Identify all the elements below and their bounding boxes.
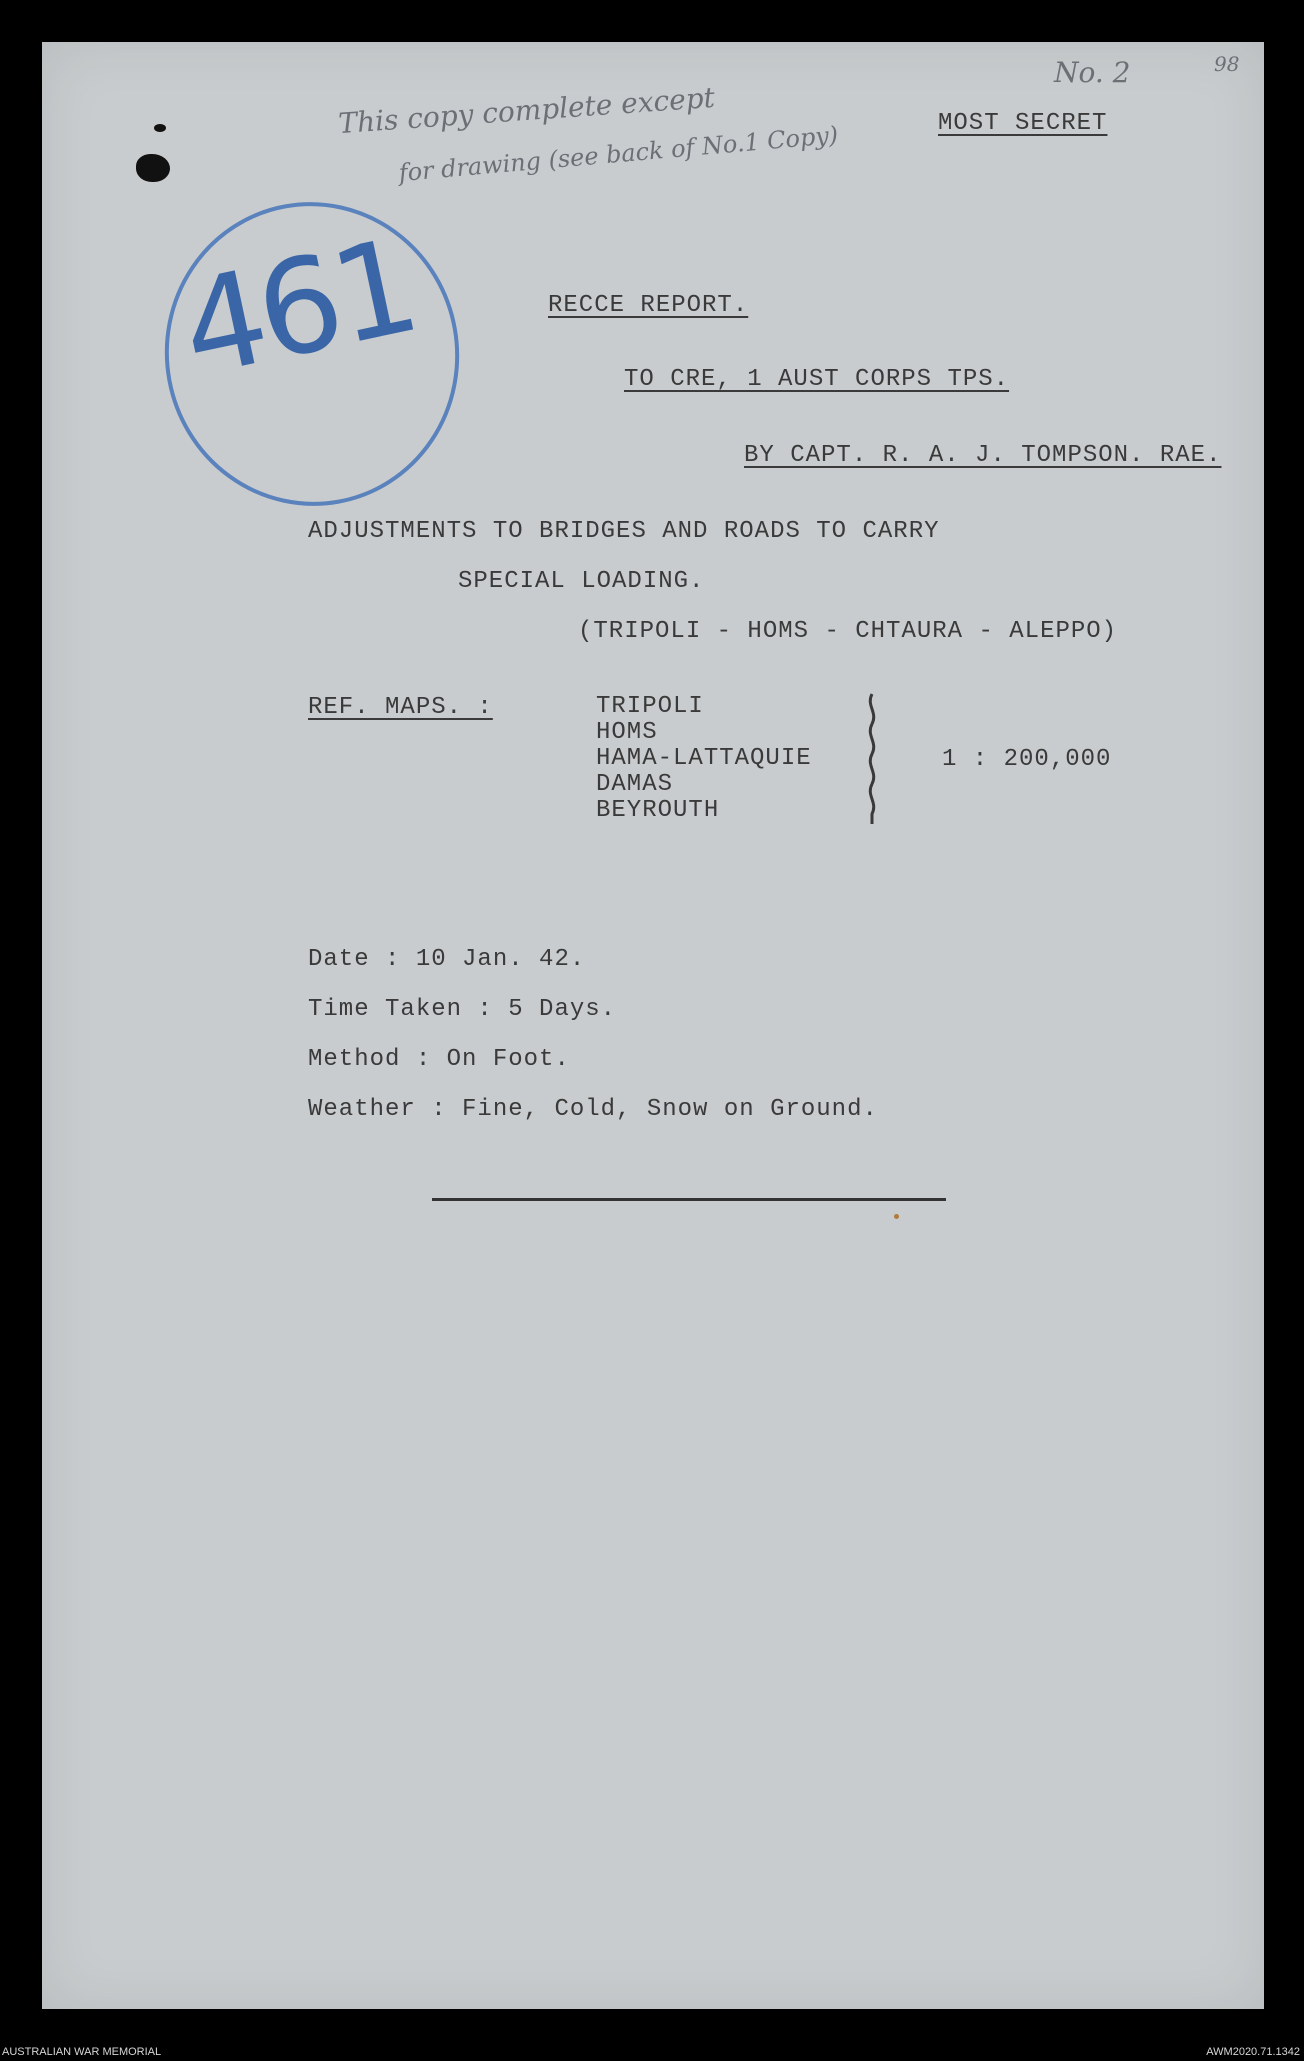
classification: MOST SECRET	[938, 110, 1108, 137]
handwritten-note-line2: for drawing (see back of No.1 Copy)	[397, 120, 840, 188]
divider-line	[432, 1198, 946, 1201]
ref-map-item: TRIPOLI	[596, 693, 704, 720]
ref-map-item: HAMA-LATTAQUIE	[596, 745, 812, 772]
method: Method : On Foot.	[308, 1046, 570, 1073]
subject-line3: (TRIPOLI - HOMS - CHTAURA - ALEPPO)	[578, 618, 1118, 645]
brace-bracket	[864, 692, 880, 826]
archive-reference: AWM2020.71.1342	[1206, 2046, 1300, 2058]
ref-map-item: BEYROUTH	[596, 797, 720, 824]
punch-hole-mark	[154, 124, 166, 132]
circled-number: 461	[168, 209, 426, 407]
handwritten-note-line1: This copy complete except	[337, 80, 716, 141]
report-to: TO CRE, 1 AUST CORPS TPS.	[624, 366, 1010, 393]
map-scale: 1 : 200,000	[942, 746, 1112, 773]
copy-number: No. 2	[1054, 56, 1131, 89]
time-taken: Time Taken : 5 Days.	[308, 996, 617, 1023]
ink-spot	[894, 1214, 899, 1219]
page-number: 98	[1214, 52, 1240, 76]
weather: Weather : Fine, Cold, Snow on Ground.	[308, 1096, 878, 1123]
ref-maps-list	[596, 694, 812, 824]
subject-line1: ADJUSTMENTS TO BRIDGES AND ROADS TO CARRY	[308, 518, 940, 545]
punch-hole	[136, 154, 170, 182]
ref-maps-label: REF. MAPS. :	[308, 694, 493, 721]
report-date: Date : 10 Jan. 42.	[308, 946, 586, 973]
subject-line2: SPECIAL LOADING.	[458, 568, 705, 595]
ref-map-item: HOMS	[596, 719, 658, 746]
ref-map-item: DAMAS	[596, 771, 674, 798]
archive-credit: AUSTRALIAN WAR MEMORIAL	[2, 2046, 162, 2058]
report-by: BY CAPT. R. A. J. TOMPSON. RAE.	[744, 442, 1222, 469]
document-page	[42, 42, 1264, 2009]
report-title: RECCE REPORT.	[548, 292, 749, 319]
